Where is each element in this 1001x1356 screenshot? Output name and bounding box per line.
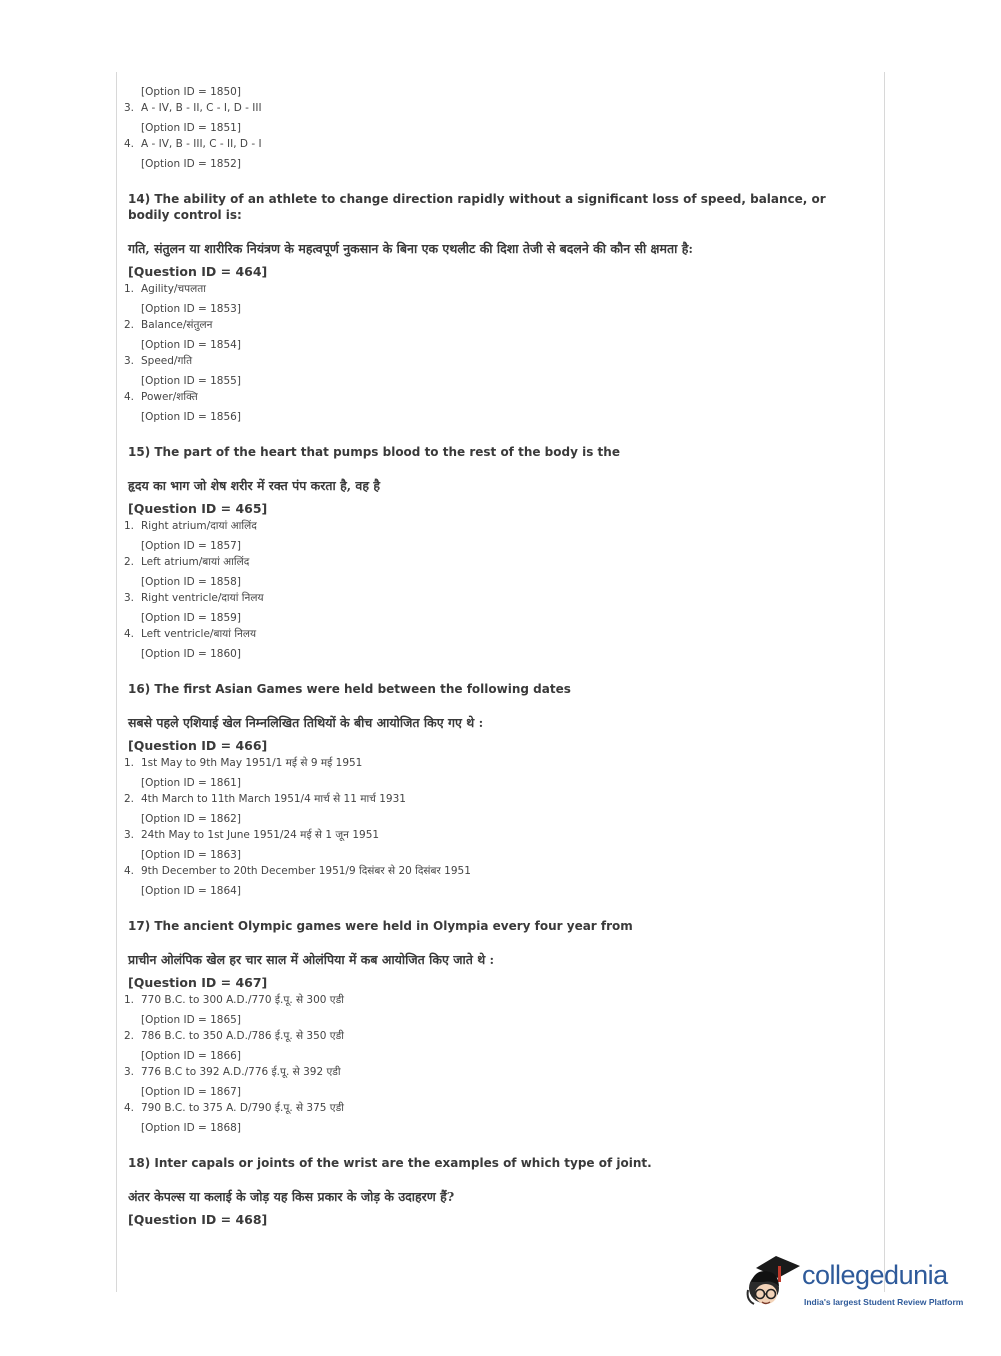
- option-text: 786 B.C. to 350 A.D./786 ई.पू. से 350 एडी: [141, 1030, 344, 1042]
- question-block: [124, 444, 864, 661]
- option-id: [Option ID = 1864]: [141, 885, 241, 897]
- question-text-hindi: अंतर केपल्स या कलाई के जोड़ यह किस प्रकार के जोड़ के उदाहरण हैं?: [128, 1189, 455, 1204]
- option-text: Agility/चपलता: [141, 283, 206, 295]
- option: [124, 137, 864, 151]
- option-id: [Option ID = 1852]: [141, 158, 241, 170]
- option-text: Power/शक्ति: [141, 391, 198, 403]
- option-id: [Option ID = 1861]: [141, 777, 241, 789]
- option-text: 790 B.C. to 375 A. D/790 ई.पू. से 375 एडी: [141, 1102, 344, 1114]
- question-id: [Question ID = 464]: [128, 264, 268, 279]
- option-text: 776 B.C to 392 A.D./776 ई.पू. से 392 एडी: [141, 1066, 341, 1078]
- collegedunia-logo: [742, 1252, 974, 1316]
- option-number: 3.: [124, 829, 135, 841]
- option-id: [Option ID = 1855]: [141, 375, 241, 387]
- option-number: 1.: [124, 757, 135, 769]
- question-id: [Question ID = 467]: [128, 975, 268, 990]
- option-number: 3.: [124, 102, 135, 114]
- question-block: [124, 1155, 864, 1228]
- option-text: A - IV, B - III, C - II, D - I: [141, 138, 262, 150]
- option-text: A - IV, B - II, C - I, D - III: [141, 102, 262, 114]
- option-text: Right atrium/दायां आलिंद: [141, 520, 257, 532]
- option-number: 2.: [124, 319, 135, 331]
- option: [124, 101, 864, 115]
- option-number: 2.: [124, 793, 135, 805]
- option-text: 9th December to 20th December 1951/9 दिसंबर से 20 दिसंबर 1951: [141, 865, 471, 877]
- question-text-english: 17) The ancient Olympic games were held in Olympia every four year from: [128, 919, 633, 933]
- option-id: [Option ID = 1851]: [141, 122, 241, 134]
- option: [124, 282, 864, 296]
- question-block: [124, 681, 864, 898]
- option-number: 2.: [124, 1030, 135, 1042]
- option-id: [Option ID = 1867]: [141, 1086, 241, 1098]
- option: [124, 756, 864, 770]
- question-text-english: 16) The first Asian Games were held between the following dates: [128, 682, 571, 696]
- question-block: [124, 918, 864, 1135]
- option-id: [Option ID = 1862]: [141, 813, 241, 825]
- option-number: 4.: [124, 1102, 135, 1114]
- option: [124, 318, 864, 332]
- option-text: 4th March to 11th March 1951/4 मार्च से 11 मार्च 1931: [141, 793, 406, 805]
- option-number: 4.: [124, 391, 135, 403]
- option-text: Left atrium/बायां आलिंद: [141, 556, 250, 568]
- option-text: 1st May to 9th May 1951/1 मई से 9 मई 1951: [141, 757, 363, 769]
- mascot-icon: [742, 1252, 804, 1316]
- option-text: Balance/संतुलन: [141, 319, 213, 331]
- question-paper: [124, 79, 864, 1230]
- option-number: 3.: [124, 592, 135, 604]
- option-text: Speed/गति: [141, 355, 193, 367]
- option-number: 2.: [124, 556, 135, 568]
- option-id: [Option ID = 1868]: [141, 1122, 241, 1134]
- option-number: 4.: [124, 865, 135, 877]
- option-text: Right ventricle/दायां निलय: [141, 592, 264, 604]
- question-block: [124, 191, 864, 424]
- option: [124, 1029, 864, 1043]
- brand-tagline: India's largest Student Review Platform: [804, 1297, 964, 1307]
- option: [124, 390, 864, 404]
- question-text-hindi: हृदय का भाग जो शेष शरीर में रक्त पंप करता है, वह है: [128, 478, 380, 493]
- brand-name: collegedunia: [802, 1260, 948, 1290]
- option-id: [Option ID = 1863]: [141, 849, 241, 861]
- option: [124, 555, 864, 569]
- question-text-english: 14) The ability of an athlete to change direction rapidly without a significant loss of speed, balance, or bodily control is:: [128, 192, 826, 222]
- option: [124, 993, 864, 1007]
- option-id: [Option ID = 1866]: [141, 1050, 241, 1062]
- option-text: Left ventricle/बायां निलय: [141, 628, 257, 640]
- option-number: 4.: [124, 138, 135, 150]
- option: [124, 792, 864, 806]
- option-id: [Option ID = 1856]: [141, 411, 241, 423]
- option-number: 4.: [124, 628, 135, 640]
- option-number: 1.: [124, 520, 135, 532]
- option-id: [Option ID = 1850]: [141, 86, 241, 98]
- option: [124, 864, 864, 878]
- question-id: [Question ID = 465]: [128, 501, 268, 516]
- option-id: [Option ID = 1853]: [141, 303, 241, 315]
- option-number: 1.: [124, 994, 135, 1006]
- question-text-hindi: प्राचीन ओलंपिक खेल हर चार साल में ओलंपिया में कब आयोजित किए जाते थे :: [128, 952, 495, 967]
- question-text-hindi: गति, संतुलन या शारीरिक नियंत्रण के महत्वपूर्ण नुकसान के बिना एक एथलीट की दिशा तेजी से बदलने की कौन सी क्षमता है:: [128, 241, 693, 256]
- option-id: [Option ID = 1865]: [141, 1014, 241, 1026]
- option-text: 770 B.C. to 300 A.D./770 ई.पू. से 300 एडी: [141, 994, 344, 1006]
- question-text-english: 18) Inter capals or joints of the wrist are the examples of which type of joint.: [128, 1156, 652, 1170]
- option-id: [Option ID = 1854]: [141, 339, 241, 351]
- option-number: 1.: [124, 283, 135, 295]
- option-number: 3.: [124, 355, 135, 367]
- option: [124, 1101, 864, 1115]
- right-margin-rule: [884, 72, 885, 1292]
- option-id: [Option ID = 1860]: [141, 648, 241, 660]
- left-margin-rule: [116, 72, 117, 1292]
- option-number: 3.: [124, 1066, 135, 1078]
- question-id: [Question ID = 468]: [128, 1212, 268, 1227]
- option: [124, 591, 864, 605]
- option: [124, 1065, 864, 1079]
- option: [124, 354, 864, 368]
- option-id: [Option ID = 1858]: [141, 576, 241, 588]
- question-text-english: 15) The part of the heart that pumps blood to the rest of the body is the: [128, 445, 620, 459]
- option: [124, 519, 864, 533]
- option-id: [Option ID = 1859]: [141, 612, 241, 624]
- question-id: [Question ID = 466]: [128, 738, 268, 753]
- option: [124, 828, 864, 842]
- option-text: 24th May to 1st June 1951/24 मई से 1 जून 1951: [141, 829, 380, 841]
- option-id: [Option ID = 1857]: [141, 540, 241, 552]
- question-text-hindi: सबसे पहले एशियाई खेल निम्नलिखित तिथियों के बीच आयोजित किए गए थे :: [128, 715, 484, 730]
- option: [124, 627, 864, 641]
